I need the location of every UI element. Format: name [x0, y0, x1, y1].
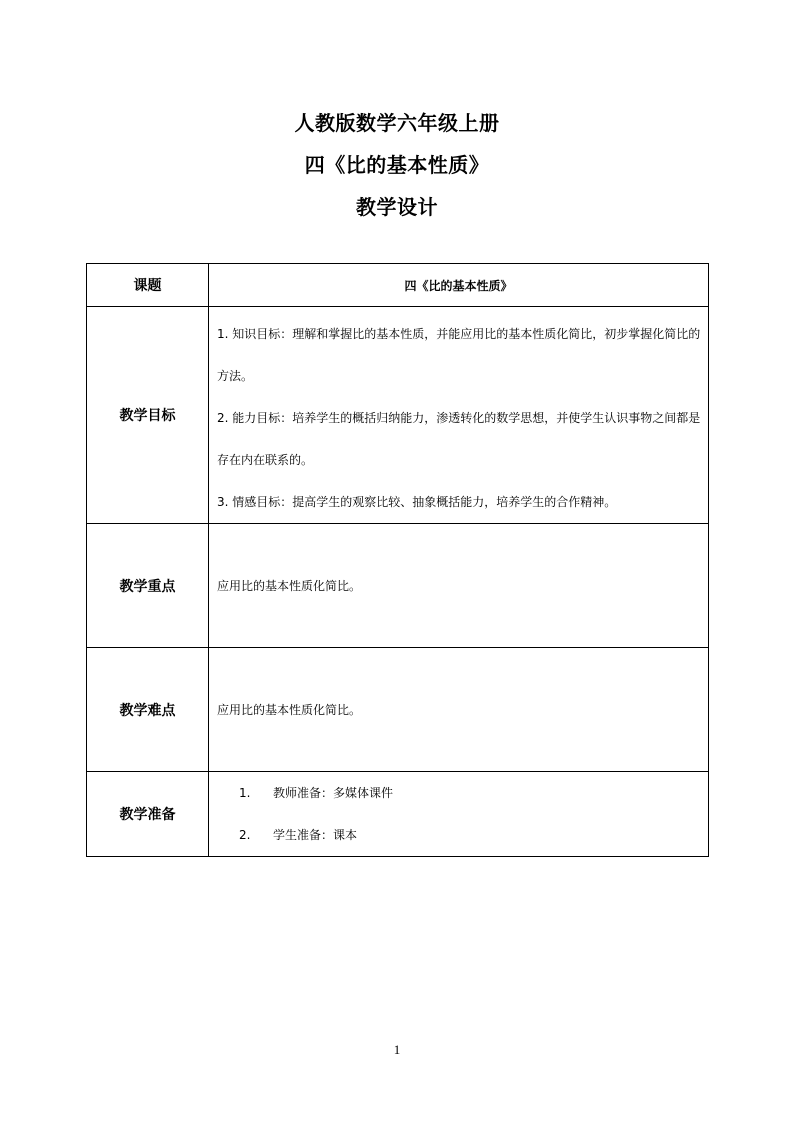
- key-point-value: 应用比的基本性质化简比。: [217, 579, 362, 593]
- table-row-key-point: [87, 524, 709, 648]
- list-text: 教师准备：多媒体课件: [273, 786, 394, 800]
- list-number: 2.: [239, 828, 251, 842]
- table-row-difficulty: [87, 648, 709, 772]
- table-row-topic: [87, 264, 709, 307]
- preparation-cell: [209, 772, 709, 857]
- objective-item: 1. 知识目标：理解和掌握比的基本性质，并能应用比的基本性质化简比，初步掌握化简比的方法。: [217, 327, 701, 383]
- lesson-plan-table: [86, 263, 709, 857]
- list-item: [239, 772, 708, 814]
- objective-item: 3. 情感目标：提高学生的观察比较、抽象概括能力，培养学生的合作精神。: [217, 495, 617, 509]
- objective-item: 2. 能力目标：培养学生的概括归纳能力，渗透转化的数学思想，并使学生认识事物之间都是存在内在联系的。: [217, 411, 701, 467]
- title-design: 教学设计: [356, 195, 438, 219]
- difficulty-value: 应用比的基本性质化简比。: [217, 703, 362, 717]
- title-textbook: 人教版数学六年级上册: [294, 111, 500, 135]
- list-number: 1.: [239, 786, 251, 800]
- difficulty-cell: [209, 648, 709, 772]
- key-point-cell: [209, 524, 709, 648]
- key-point-label: 教学重点: [87, 524, 209, 648]
- objectives-cell: [209, 307, 709, 524]
- table-row-preparation: [87, 772, 709, 857]
- title-lesson: 四《比的基本性质》: [304, 153, 490, 177]
- table-row-objectives: [87, 307, 709, 524]
- preparation-label: 教学准备: [87, 772, 209, 857]
- topic-value: 四《比的基本性质》: [209, 264, 709, 307]
- topic-label: 课题: [87, 264, 209, 307]
- difficulty-label: 教学难点: [87, 648, 209, 772]
- list-text: 学生准备：课本: [273, 828, 358, 842]
- list-item: [239, 814, 708, 856]
- objectives-label: 教学目标: [87, 307, 209, 524]
- page-number: 1: [393, 1042, 401, 1057]
